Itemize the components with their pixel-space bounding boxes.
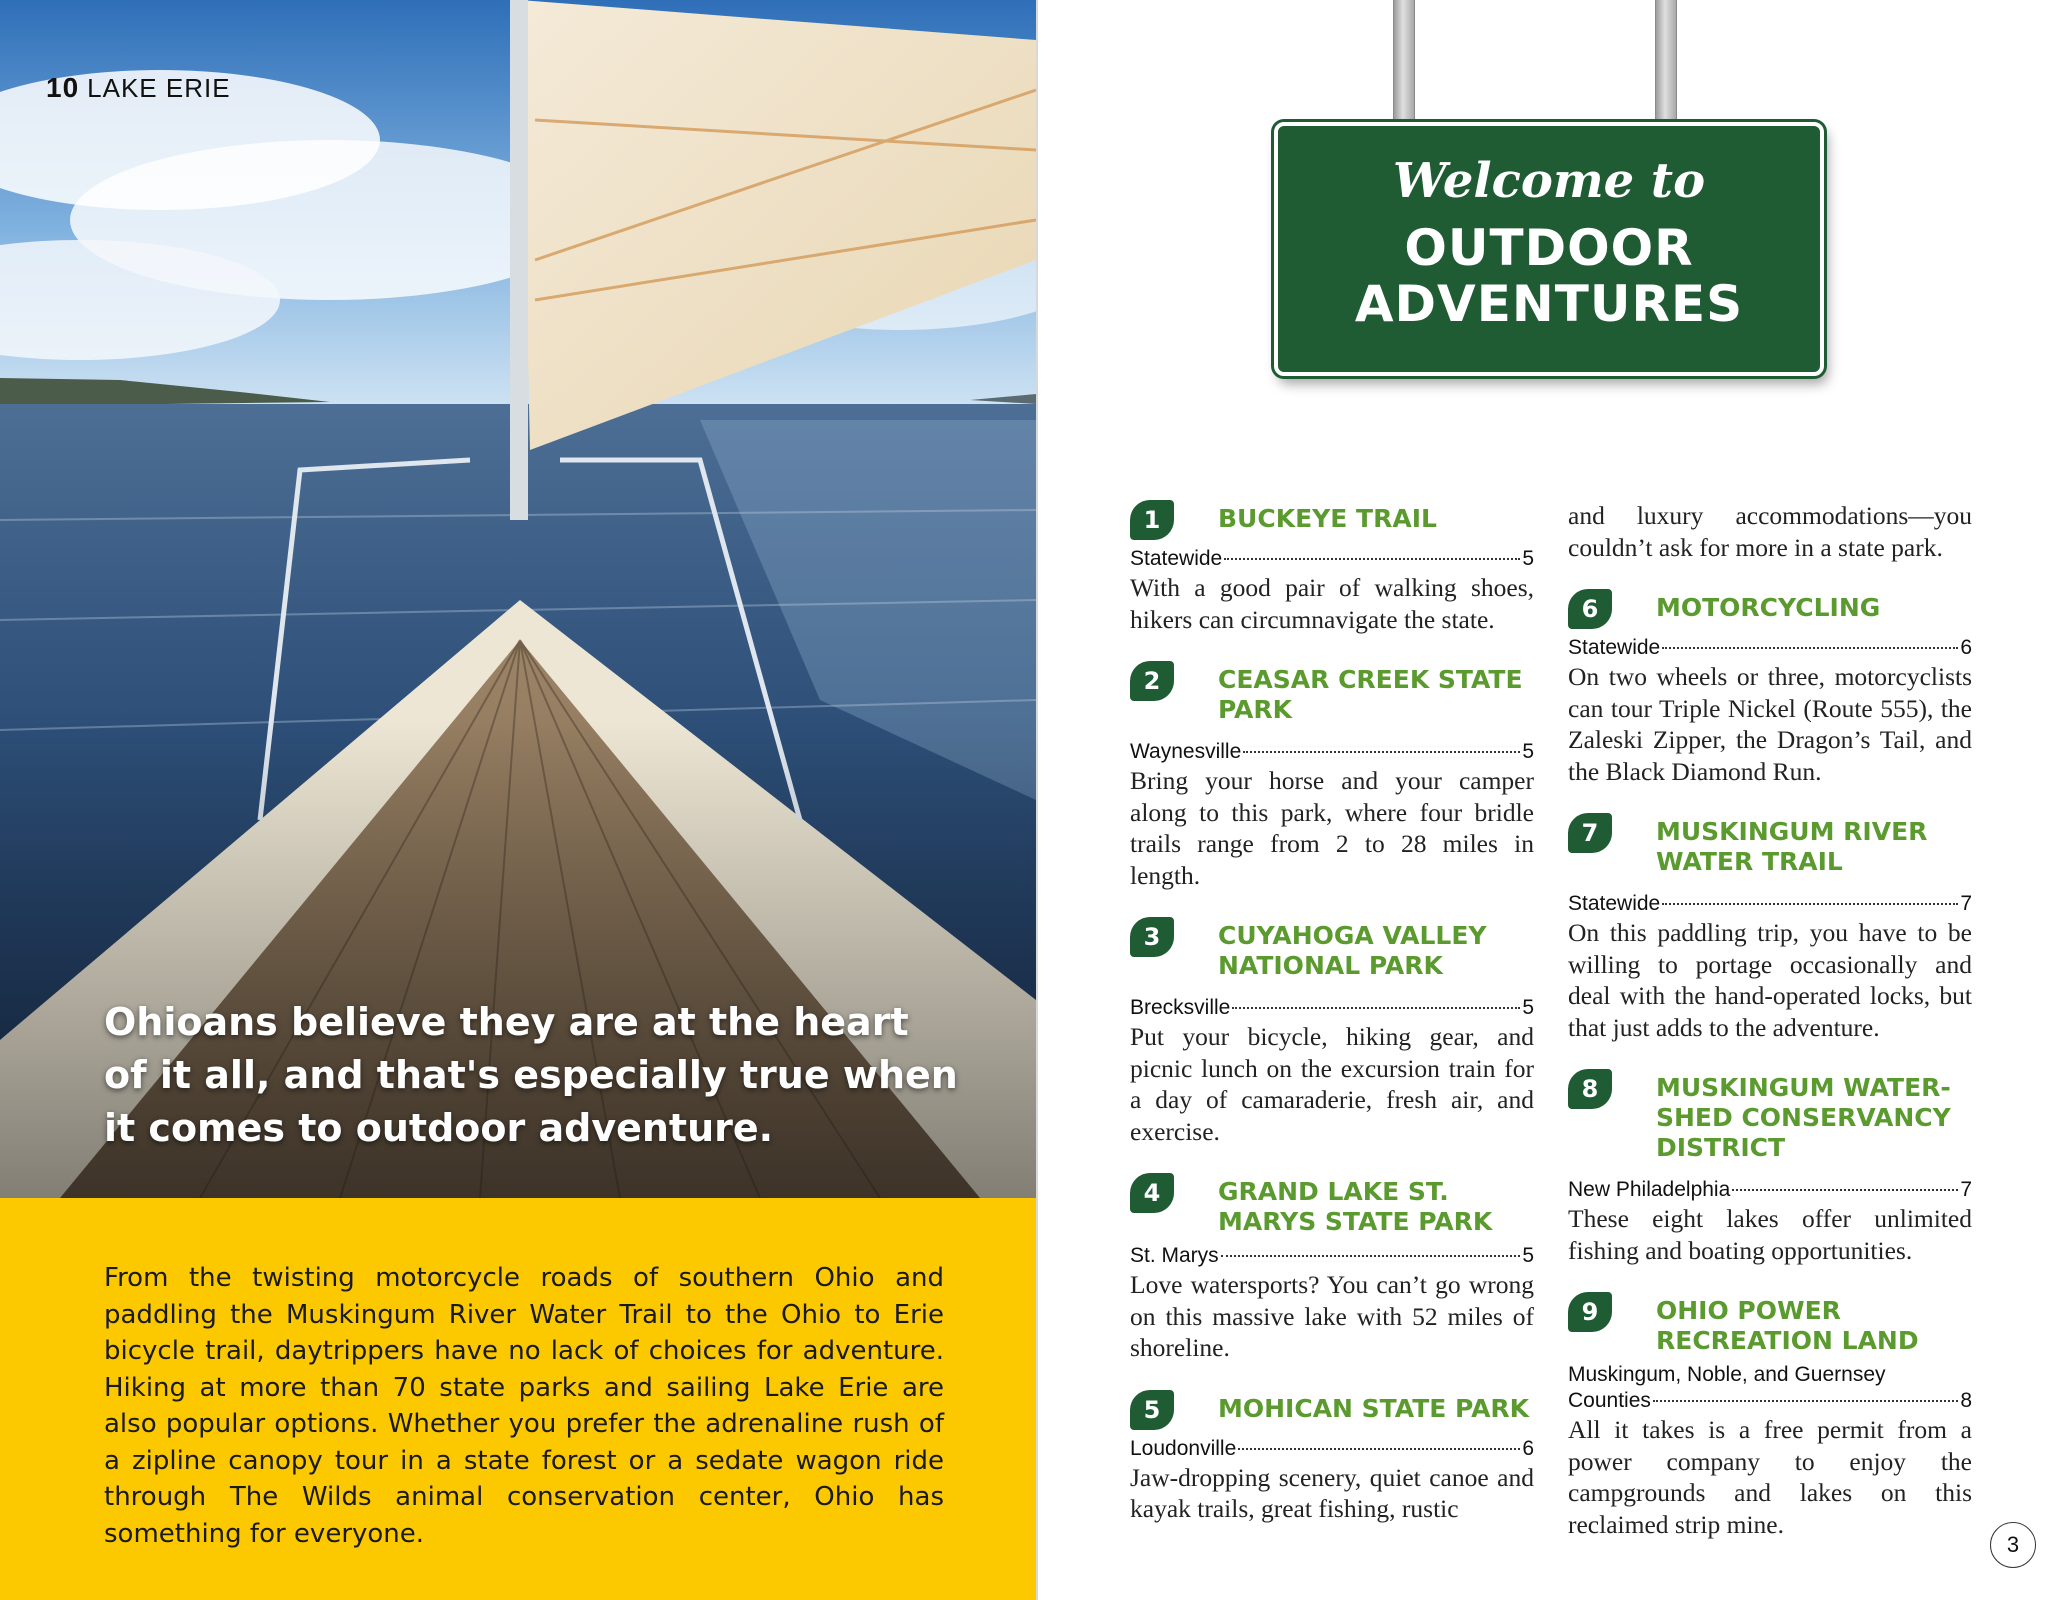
entry-location xyxy=(1568,635,1972,661)
entry-title: MUSKINGUM WATER-SHED CONSERVANCY DISTRICT xyxy=(1656,1073,1951,1162)
entry-title: CEASAR CREEK STATE PARK xyxy=(1218,665,1523,724)
entry-number-badge: 3 xyxy=(1130,917,1174,957)
toc-column-2 xyxy=(1568,500,1972,1566)
entry-number-badge: 5 xyxy=(1130,1390,1174,1430)
right-page xyxy=(1038,0,2071,1600)
entry-location xyxy=(1130,1436,1534,1462)
toc-entry xyxy=(1130,500,1534,635)
entry-number-badge: 9 xyxy=(1568,1292,1612,1332)
entry-title: GRAND LAKE ST. MARYS STATE PARK xyxy=(1218,1177,1493,1236)
sign-title-line2: ADVENTURES xyxy=(1354,275,1744,333)
toc-column-1 xyxy=(1130,500,1534,1551)
intro-text: From the twisting motorcycle roads of southern Ohio and paddling the Muskingum River Water Trail to the Ohio to Erie bicycle trail, daytrippers have no lack of choices for adventure. Hiking at more than 70 state parks and sailing Lake Erie are also popular options. Whether you prefer the adrenaline rush of a zipline canopy tour in a state forest or a sedate wagon ride through The Wilds animal conservation center, Ohio has something for everyone. xyxy=(104,1263,944,1549)
entry-number-badge: 2 xyxy=(1130,661,1174,701)
toc-entry-continuation xyxy=(1568,500,1972,563)
page-number: 3 xyxy=(1990,1522,2036,1568)
page-ref: 7 xyxy=(1960,892,1972,915)
location-name-line1: Muskingum, Noble, and Guernsey xyxy=(1568,1363,1886,1386)
entry-number-badge: 7 xyxy=(1568,813,1612,853)
entry-description-continued: and luxury accommodations—you couldn’t ask for more in a state park. xyxy=(1568,501,1972,562)
entry-description: On this paddling trip, you have to be willing to portage occasionally and deal with the hand-operated locks, but that just adds to the adventure. xyxy=(1568,918,1972,1042)
location-name: Statewide xyxy=(1568,636,1661,659)
toc-entry xyxy=(1130,1390,1534,1525)
location-name: Brecksville xyxy=(1130,996,1231,1019)
toc-entry xyxy=(1568,1069,1972,1266)
intro-box xyxy=(0,1198,1036,1600)
page-ref: 5 xyxy=(1522,547,1534,570)
location-name: Waynesville xyxy=(1130,740,1242,763)
location-name: St. Marys xyxy=(1130,1244,1219,1267)
entry-description: On two wheels or three, motorcyclists can tour Triple Nickel (Route 555), the Zaleski Zipper, the Dragon’s Tail, and the Black Diamond Run. xyxy=(1568,662,1972,786)
location-name: Statewide xyxy=(1568,892,1661,915)
entry-description: Put your bicycle, hiking gear, and picnic lunch on the excursion train for a day of camaraderie, fresh air, and exercise. xyxy=(1130,1022,1534,1146)
location-name: Counties xyxy=(1568,1389,1651,1412)
toc-entry xyxy=(1568,589,1972,787)
toc-entry xyxy=(1130,1173,1534,1364)
entry-description: Jaw-dropping scenery, quiet canoe and kayak trails, great fishing, rustic xyxy=(1130,1462,1534,1523)
entry-location xyxy=(1568,891,1972,917)
welcome-sign xyxy=(1274,122,1824,376)
entry-location xyxy=(1130,1243,1534,1269)
sailboat-photo xyxy=(0,0,1036,1198)
entry-number-badge: 6 xyxy=(1568,589,1612,629)
page-ref: 8 xyxy=(1960,1389,1972,1412)
entry-title: BUCKEYE TRAIL xyxy=(1218,504,1437,533)
entry-description: These eight lakes offer unlimited fishing and boating opportunities. xyxy=(1568,1204,1972,1265)
entry-title: MOHICAN STATE PARK xyxy=(1218,1393,1530,1423)
sign-welcome: Welcome to xyxy=(1392,153,1706,209)
entry-title: CUYAHOGA VALLEY NATIONAL PARK xyxy=(1218,921,1487,980)
entry-location xyxy=(1130,546,1534,572)
chapter-label xyxy=(46,72,231,104)
entry-location xyxy=(1568,1177,1972,1203)
entry-title: OHIO POWER RECREATION LAND xyxy=(1656,1296,1919,1355)
entry-location xyxy=(1130,739,1534,765)
chapter-number: 10 xyxy=(46,72,80,103)
toc-entry xyxy=(1130,661,1534,891)
entry-location xyxy=(1568,1388,1972,1414)
sign-post-right xyxy=(1655,0,1677,124)
page-ref: 5 xyxy=(1522,740,1534,763)
entry-description: All it takes is a free permit from a power company to enjoy the campgrounds and lakes on this reclaimed strip mine. xyxy=(1568,1415,1972,1539)
sign-post-left xyxy=(1393,0,1415,124)
toc-entry xyxy=(1130,917,1534,1147)
page-ref: 5 xyxy=(1522,996,1534,1019)
page-ref: 5 xyxy=(1522,1244,1534,1267)
entry-description: Love watersports? You can’t go wrong on this massive lake with 52 miles of shoreline. xyxy=(1130,1270,1534,1362)
page-ref: 6 xyxy=(1960,636,1972,659)
location-name: Statewide xyxy=(1130,547,1223,570)
entry-number-badge: 4 xyxy=(1130,1173,1174,1213)
toc-entry xyxy=(1568,1292,1972,1540)
page-ref: 6 xyxy=(1522,1436,1534,1460)
chapter-name: LAKE ERIE xyxy=(87,73,231,103)
location-name: New Philadelphia xyxy=(1568,1178,1731,1201)
entry-title: MUSKINGUM RIVER WATER TRAIL xyxy=(1656,817,1928,876)
photo-caption: Ohioans believe they are at the heart of it all, and that's especially true when it comes to outdoor adventure. xyxy=(104,1000,958,1150)
entry-description: Bring your horse and your camper along to this park, where four bridle trails range from 2 to 28 miles in length. xyxy=(1130,766,1534,890)
entry-description: With a good pair of walking shoes, hikers can circumnavigate the state. xyxy=(1130,573,1534,634)
entry-number-badge: 1 xyxy=(1130,500,1174,540)
entry-number-badge: 8 xyxy=(1568,1069,1612,1109)
page-ref: 7 xyxy=(1960,1178,1972,1201)
sign-title xyxy=(1278,220,1820,332)
location-name: Loudonville xyxy=(1130,1436,1237,1460)
sign-title-line1: OUTDOOR xyxy=(1404,219,1694,277)
entry-location xyxy=(1130,995,1534,1021)
toc-entry xyxy=(1568,813,1972,1043)
entry-title: MOTORCYCLING xyxy=(1656,593,1881,622)
